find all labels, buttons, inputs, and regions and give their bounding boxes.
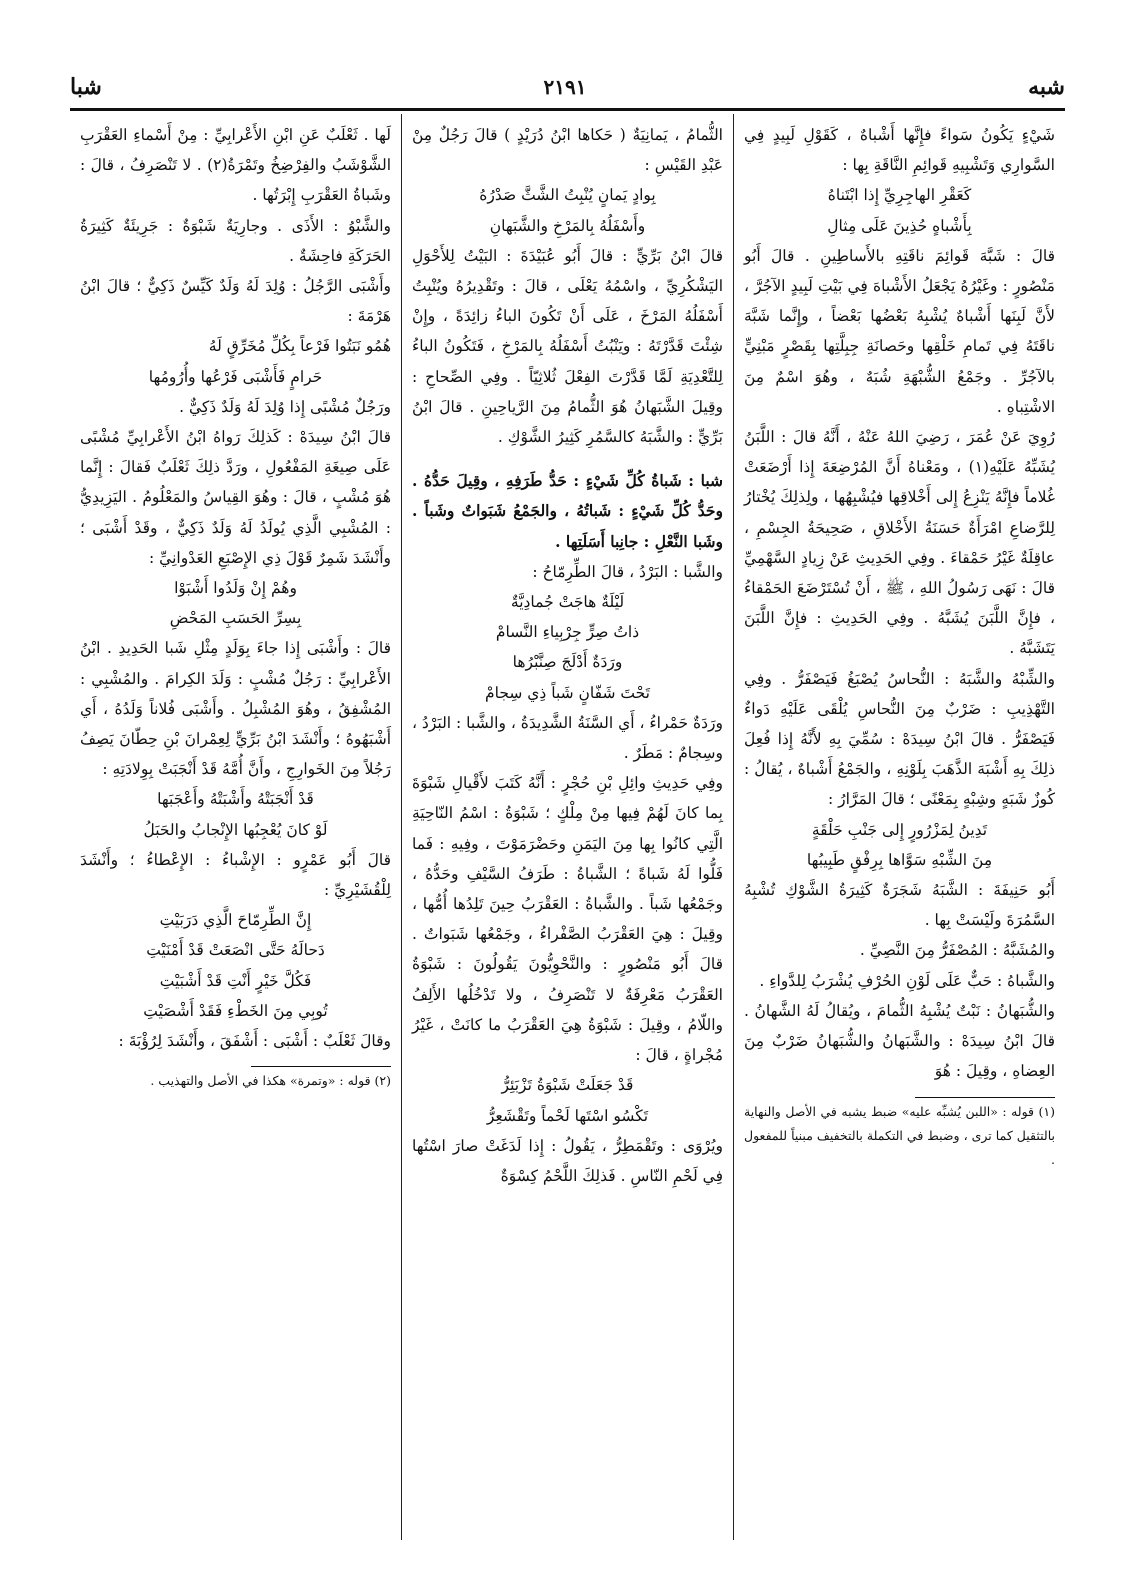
verse-line: بِسِرِّ الحَسَبِ المَحْضِ xyxy=(169,609,302,628)
paragraph: وفِي حَدِيثِ وائِلِ بْنِ حُجْرٍ : أَنَّهُ كَتَبَ لأَقْيالِ شَبْوَةَ بِما كانَ لَهُمْ فِيها مِنْ مِلْكٍ ؛ شَبْوَةُ : اسْمُ النّاحِيَةِ الَّتِي كانُوا بِها مِنَ اليَمَنِ وحَضْرَمَوْتَ ، وفِيهِ : فَما فَلُّوا لَهُ شَباةً ؛ الشَّباةُ : طَرَفُ السَّيْفِ وحَدُّهُ ، وجَمْعُها شَباً . والشَّباةُ : العَقْرَبُ حِينَ تَلِدُها أُمُّها ، وقِيلَ : هِيَ العَقْرَبُ الصَّفْراءُ ، وجَمْعُها شَبَواتٌ . قالَ أَبُو مَنْصُورٍ : والنَّحْوِيُّونَ يَقُولُونَ : شَبْوَةُ العَقْرَبُ مَعْرِفَةٌ لا تَنْصَرِفُ ، ولا تَدْخُلُها الأَلِفُ واللّامُ ، وقِيلَ : شَبْوَةُ هِيَ العَقْرَبُ ما كانَتْ ، غَيْرُ مُجْراةٍ ، قالَ : xyxy=(412,774,723,1065)
paragraph: هُمُو نَبَتُوا فَرْعاً بِكُلِّ مُخَرِّقٍ لَهُ xyxy=(208,337,391,356)
paragraph: قالَ : وأَشْبَى إِذا جاءَ بِوَلَدٍ مِثْلِ شَبا الحَدِيدِ . ابْنُ الأَعْرابِيِّ : رَجُلٌ مُشْبٍ : وَلَدَ الكِرامَ . والمُشْبِي : المُشْفِقُ ، وهُوَ المُشْبِلُ . وأَشْبَى فُلاناً وَلَدُهُ ، أَي أَشْبَهُوهُ ؛ وأَنْشَدَ ابْنُ بَرِّيٍّ لِعِمْرانَ بْنِ حِطّانَ يَصِفُ رَجُلاً مِنَ الخَوارِجِ ، وأَنَّ أُمَّهُ قَدْ أَنْجَبَتْ بِوِلادَتِهِ : xyxy=(80,639,391,779)
paragraph: والشَّبا : البَرْدُ ، قالَ الطِّرِمّاحُ : xyxy=(532,562,723,581)
paragraph: شبا : شَباةُ كُلِّ شَيْءٍ : حَدُّ طَرَفِهِ ، وقِيلَ حَدُّهُ . وحَدُّ كُلِّ شَيْءٍ : شَباتُهُ ، والجَمْعُ شَبَواتٌ وشَباً . وشَبا النَّعْلِ : جانِبا أَسَلَتِها . xyxy=(412,471,723,551)
paragraph: ويُرْوَى : وتَقْمَطِرُّ ، يَقُولُ : إِذا لَدَغَتْ صارَ اسْتُها فِي لَحْمِ النّاسِ . فَذلِكَ اللَّحْمُ كِسْوَةٌ xyxy=(412,1136,723,1185)
paragraph: ورَجُلٌ مُشْبًى إِذا وُلِدَ لَهُ وَلَدٌ ذَكِيٌّ . xyxy=(179,397,391,416)
paragraph: لَها . ثَعْلَبٌ عَنِ ابْنِ الأَعْرابِيِّ : مِنْ أَسْماءِ العَقْرَبِ الشَّوْشَبُ والفِرْضِخُ وتَمْرَةُ(٢) . لا تَنْصَرِفُ ، قالَ : وشَباةُ العَقْرَبِ إِبْرَتُها . xyxy=(80,126,391,205)
paragraph: أَبُو حَنِيفَةَ : الشَّبَهُ شَجَرَةٌ كَثِيرَةُ الشَّوْكِ تُشْبِهُ السَّمُرَةَ ولَيْسَتْ بِها . xyxy=(744,881,1055,930)
verse-line: بِوادٍ يَمانٍ يُنْبِتُ الشَّثَّ صَدْرُهُ xyxy=(479,186,656,205)
verse-line: وأَسْفَلُهُ بِالمَرْخِ والشَّبَهانِ xyxy=(489,216,646,235)
paragraph: والشَّباهُ : حَبٌّ عَلَى لَوْنِ الحُرْفِ يُشْرَبُ لِلدَّواءِ . xyxy=(759,971,1055,990)
column-middle xyxy=(402,114,734,1540)
verse-line: تَحْتَ شَفّانٍ شَباً ذِي سِجامْ xyxy=(485,683,650,702)
verse-line: دَحالَهُ حَتَّى انْصَعَتْ قَدْ أَمْنَيْتِ xyxy=(146,941,325,960)
verse-line: مِنَ الشِّبْهِ سَوَّاها بِرِفْقٍ طَبِيبُها xyxy=(806,850,993,869)
header-root-right: شبه xyxy=(1028,74,1065,100)
paragraph: وأَشْبَى الرَّجُلُ : وُلِدَ لَهُ وَلَدٌ كَيِّسٌ ذَكِيٌّ ؛ قالَ ابْنُ هَرْمَةَ : xyxy=(80,277,391,326)
paragraph: والشَّبْوُ : الأَذَى . وجارِيَةٌ شَبْوَةٌ : جَرِيئَةٌ كَثِيرَةُ الحَرَكَةِ فاحِشَةٌ . xyxy=(80,216,391,265)
verse-line: تَكْسُو اسْتَها لَحْماً وتَقْشَعِرُّ xyxy=(486,1106,649,1125)
footnote: (١) قوله : «اللبن يُشبِّه عليه» ضبط يشبه في الأصل والنهاية بالتثقيل كما ترى ، وضبط في التكملة بالتخفيف مبنياً للمفعول . xyxy=(744,1103,1055,1167)
verse-line: لَيْلَةٌ هاجَتْ جُمادِيَّةٌ xyxy=(510,593,625,612)
section-gap xyxy=(412,452,723,466)
paragraph: قالَ : شَبَّهَ قَوائِمَ ناقَتِهِ بالأَساطِينِ . قالَ أَبُو مَنْصُورٍ : وغَيْرُهُ يَجْعَلُ الأَشْباهَ فِي بَيْتِ لَبِيدٍ الآجُرَّ ، لأَنَّ لَبِنَها أَشْباهٌ يُشْبِهُ بَعْضُها بَعْضاً ، وإِنَّما شَبَّهَ ناقَتَهُ فِي تَمامِ خَلْقِها وحَصانَةِ جِبِلَّتِها بِقَصْرٍ مَبْنِيٍّ بالآجُرِّ . وجَمْعُ الشُّبْهَةِ شُبَهٌ ، وهُوَ اسْمٌ مِنَ الاشْتِباهِ . xyxy=(744,246,1055,416)
paragraph: قالَ أَبُو عَمْرٍو : الإِشْباءُ : الإِعْطاءُ ؛ وأَنْشَدَ لِلْقُشَيْرِيِّ : xyxy=(80,850,391,900)
footnote-rule xyxy=(251,1066,391,1067)
dictionary-page xyxy=(70,70,1065,1540)
verse-line: قَدْ أَنْجَبَتْهُ وأَشْبَتْهُ وأَعْجَبَها xyxy=(157,790,314,809)
verse-line: تَدِينُ لِمَزْرُورٍ إِلى جَنْبِ حَلْقَةٍ xyxy=(811,820,988,839)
verse-line: وهُمْ إِنْ وَلَدُوا أَشْبَوْا xyxy=(174,579,297,598)
footnote-rule xyxy=(915,1097,1055,1098)
verse-line: بِأَشْباهٍ حُذِينَ عَلَى مِثالِ xyxy=(827,216,972,235)
page-number: ٢١٩١ xyxy=(543,75,587,99)
verse-line: ذاتُ صِرٍّ جِرْبِياءِ النَّسامْ xyxy=(495,623,640,642)
paragraph: قالَ ابْنُ سِيدَهْ : كَذلِكَ رَواهُ ابْنُ الأَعْرابِيِّ مُشْبًى عَلَى صِيغَةِ المَفْعُولِ ، ورَدَّ ذلِكَ ثَعْلَبٌ فَقالَ : إِنَّما هُوَ مُشْبٍ ، قالَ : وهُوَ القِياسُ والمَعْلُومُ . اليَزِيدِيُّ : المُشْبِي الَّذِي يُولَدُ لَهُ وَلَدٌ ذَكِيٌّ ، وقَدْ أَشْبَى ؛ وأَنْشَدَ شَمِرٌ قَوْلَ ذِي الإِصْبَعِ العَدْوانِيِّ : xyxy=(80,428,391,567)
paragraph: رُوِيَ عَنْ عُمَرَ ، رَضِيَ اللهُ عَنْهُ ، أَنَّهُ قالَ : اللَّبَنُ يُشَبِّهُ عَلَيْهِ(١) ، ومَعْناهُ أَنَّ المُرْضِعَةَ إِذا أَرْضَعَتْ غُلاماً فإِنَّهُ يَنْزِعُ إِلى أَخْلاقِها فيُشْبِهُها ، ولِذلِكَ يُخْتارُ لِلرَّضاعِ امْرَأَةٌ حَسَنَةُ الأَخْلاقِ ، صَحِيحَةُ الجِسْمِ ، عاقِلَةٌ غَيْرُ حَمْقاءَ . وفِي الحَدِيثِ عَنْ زِيادٍ السَّهْمِيِّ قالَ : نَهَى رَسُولُ اللهِ ، ﷺ ، أَنْ تُسْتَرْضَعَ الحَمْقاءُ ، فإِنَّ اللَّبَنَ يُشَبَّهُ . وفِي الحَدِيثِ : فإِنَّ اللَّبَنَ يَتَشَبَّهُ . xyxy=(744,428,1055,658)
paragraph: والمُشَبَّهُ : المُصْفَرُّ مِنَ النَّصِيِّ . xyxy=(859,941,1055,960)
header-root-left: شبا xyxy=(70,74,102,100)
paragraph: قالَ ابْنُ بَرِّيٍّ : قالَ أَبُو عُبَيْدَةَ : البَيْتُ لِلأَحْوَلِ اليَشْكُرِيِّ ، واسْمُهُ يَعْلَى ، قالَ : وتَقْدِيرُهُ ويُنْبِتُ أَسْفَلُهُ المَرْخَ ، عَلَى أَنْ تَكُونَ الباءُ زائِدَةً ، وإِنْ شِئْتَ قَدَّرْتَهُ : ويَنْبُتُ أَسْفَلُهُ بِالمَرْخِ ، فَتَكُونُ الباءُ لِلتَّعْدِيَةِ لَمَّا قَدَّرْتَ الفِعْلَ ثُلاثِيّاً . وفِي الصِّحاحِ : وقِيلَ الشَّبَهانُ هُوَ الثُّمامُ مِنَ الرَّياحِينِ . قالَ ابْنُ بَرِّيٍّ : والشَّبَهُ كالسَّمُرِ كَثِيرُ الشَّوْكِ . xyxy=(412,246,723,447)
verse-line: حَرامٍ فَأَشْبَى فَرْعُها وأُرُومُها xyxy=(148,367,323,386)
paragraph: والشِّبْهُ والشَّبَهُ : النُّحاسُ يُصْبَغُ فَيَصْفَرُّ . وفِي التَّهْذِيبِ : ضَرْبٌ مِنَ النُّحاسِ يُلْقَى عَلَيْهِ دَواءٌ فَيَصْفَرُّ . قالَ ابْنُ سِيدَهْ : سُمِّيَ بِهِ لأَنَّهُ إِذا فُعِلَ ذلِكَ بِهِ أَشْبَهَ الذَّهَبَ بِلَوْنِهِ ، والجَمْعُ أَشْباهٌ ، يُقالُ : كُوزٌ شَبَهٍ وشِبْهٍ بِمَعْنًى ؛ قالَ المَرَّارُ : xyxy=(744,669,1055,809)
verse-line: تُوبِي مِنَ الخَطْءِ فَقَدْ أَشْصَيْتِ xyxy=(143,1001,328,1020)
verse-line: إِنَّ الطِّرِمّاحَ الَّذِي دَرَبَيْتِ xyxy=(159,911,312,930)
footnote: (٢) قوله : «وتمرة» هكذا في الأصل والتهذيب . xyxy=(150,1073,391,1089)
page-header xyxy=(70,70,1065,104)
header-rule xyxy=(70,108,1065,111)
verse-line: كَعَقْرِ الهاجِرِيِّ إِذا ابْتَناهُ xyxy=(827,186,972,205)
paragraph: الثُّمامُ ، يَمانِيَةٌ ( حَكاها ابْنُ دُرَيْدٍ ) قالَ رَجُلٌ مِنْ عَبْدِ القَيْسِ : xyxy=(412,126,723,175)
paragraph: وقالَ ثَعْلَبٌ : أَشْبَى : أَشْفَقَ ، وأَنْشَدَ لِرُؤْبَةَ : xyxy=(118,1032,391,1051)
verse-line: لَوْ كانَ يُعْجِبُها الإِنْجابُ والحَبَلُ xyxy=(143,820,328,839)
verse-line: قَدْ جَعَلَتْ شَبْوَةُ تَزْبَئِرُّ xyxy=(501,1076,634,1095)
verse-line: ورَدَةٌ أَدْلَجَ صِنَّبْرُها xyxy=(512,653,623,672)
column-left xyxy=(70,114,402,1540)
verse-line: فَكُلَّ خَيْرٍ أَنْتِ قَدْ أَشْبَيْتِ xyxy=(159,971,312,990)
text-columns xyxy=(70,114,1065,1540)
paragraph: ورَدَةٌ حَمْراءُ ، أَي السَّنَةُ الشَّدِيدَةُ ، والشَّبا : البَرْدُ ، وسِجامٌ : مَطَرٌ . xyxy=(412,713,723,763)
paragraph: والشُّبَهانُ : نَبْتٌ يُشْبِهُ الثُّمامَ ، ويُقالُ لَهُ الشَّهانُ . قالَ ابْنُ سِيدَهْ : والشَّبَهانُ والشُّبَهانُ ضَرْبٌ مِنَ العِضاهِ ، وقِيلَ : هُوَ xyxy=(744,1001,1055,1081)
column-right xyxy=(734,114,1065,1540)
paragraph: شَيْءٍ يَكُونُ سَواءً فإِنَّها أَشْباهٌ ، كَقَوْلِ لَبِيدٍ فِي السَّوارِي وَتَشْبِيهِ قَوائِمِ النَّاقَةِ بِها : xyxy=(744,126,1055,175)
